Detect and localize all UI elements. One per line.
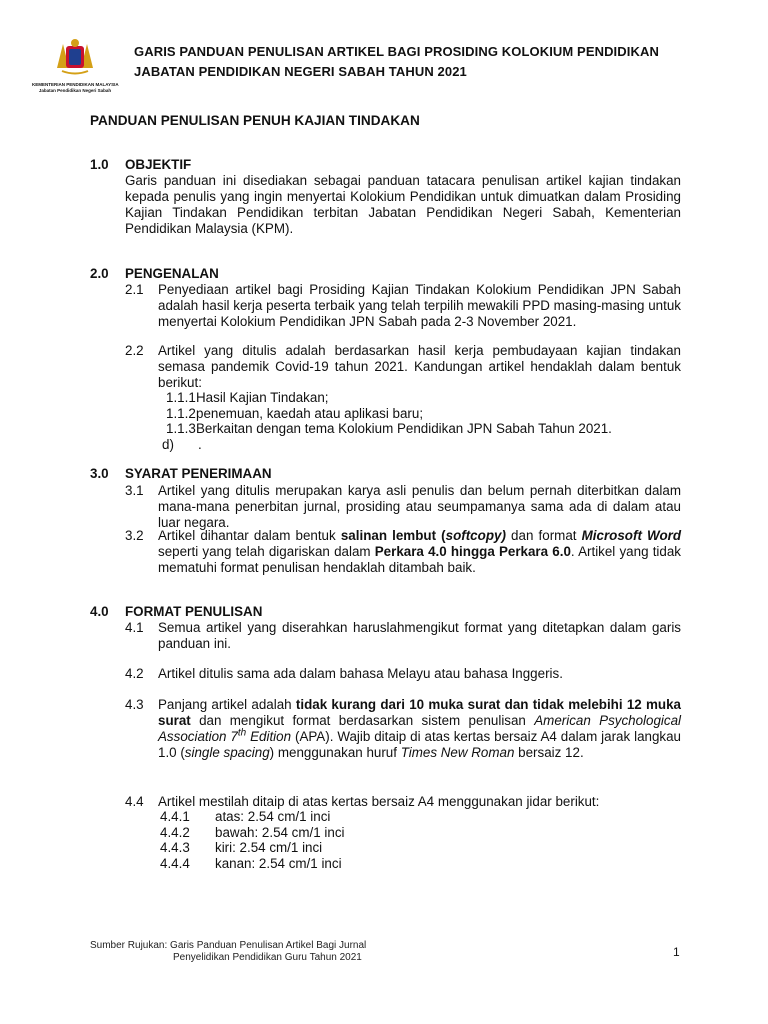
item-3-1-text: Artikel yang ditulis merupakan karya asli penulis dan belum pernah diterbitkan dalam mana-mana penerbitan jurnal, prosiding atau seumpamanya sama ada di dalam atau luar negara. (158, 483, 681, 530)
text-run: ) menggunakan huruf (269, 745, 401, 760)
list-item-d (162, 437, 202, 453)
list-item (166, 421, 612, 437)
list-item (166, 390, 329, 406)
text-run: (APA). Wajib ditaip di atas kertas bersaiz A4 dalam jarak langkau 1.0 ( (158, 729, 681, 760)
text-run: Panjang artikel adalah (158, 697, 296, 712)
list-item-number: 1.1.3 (166, 421, 196, 436)
item-3-1-number: 3.1 (125, 483, 144, 498)
section-1-paragraph: Garis panduan ini disediakan sebagai panduan tatacara penulisan artikel kajian tindakan kepada penulis yang ingin menyertai Kolokium Pendidikan untuk dimuatkan dalam Prosiding Kajian Tindakan Pendidikan terbitan Jabatan Pendidikan Negeri Sabah, Kementerian Pendidikan Malaysia (KPM). (125, 173, 681, 236)
section-4-number: 4.0 (90, 604, 109, 619)
bold-text: tidak kurang dari 10 muka surat dan tidak melebihi 12 muka surat (158, 697, 681, 728)
footer-source-line-2: Penyelidikan Pendidikan Guru Tahun 2021 (173, 952, 362, 963)
list-item-text: Hasil Kajian Tindakan; (196, 390, 329, 405)
section-2-heading: PENGENALAN (125, 266, 219, 281)
item-2-1-number: 2.1 (125, 282, 144, 297)
document-title: PANDUAN PENULISAN PENUH KAJIAN TINDAKAN (90, 113, 420, 128)
text-run: seperti yang telah digariskan dalam (158, 544, 375, 559)
section-1-number: 1.0 (90, 157, 109, 172)
italic-text: single spacing (184, 745, 270, 760)
section-3-number: 3.0 (90, 466, 109, 481)
list-item-text: . (198, 437, 202, 452)
list-item (160, 856, 342, 872)
section-1-heading: OBJEKTIF (125, 157, 192, 172)
footer-source-line-1: Sumber Rujukan: Garis Panduan Penulisan Artikel Bagi Jurnal (90, 940, 367, 951)
item-4-3-number: 4.3 (125, 697, 144, 712)
list-item-number: 1.1.2 (166, 406, 196, 421)
list-item-text: kanan: 2.54 cm/1 inci (215, 856, 342, 871)
item-3-2-number: 3.2 (125, 528, 144, 543)
item-4-4-number: 4.4 (125, 794, 144, 809)
list-item-text: kiri: 2.54 cm/1 inci (215, 840, 323, 855)
text-run: Artikel dihantar dalam bentuk (158, 528, 341, 543)
item-2-2-text: Artikel yang ditulis adalah berdasarkan hasil kerja pembudayaan kajian tindakan semasa pandemik Covid-19 tahun 2021. Kandungan artikel hendaklah dalam bentuk berikut: (158, 343, 681, 390)
list-item-label: d) (162, 437, 174, 452)
list-item-number: 4.4.4 (160, 856, 190, 871)
item-3-2-text (158, 528, 681, 576)
italic-text: American Psychological Association 7 (158, 713, 682, 744)
superscript-text: th (237, 727, 247, 739)
text-run: dan format (505, 528, 582, 543)
list-item-text: Berkaitan dengan tema Kolokium Pendidikan JPN Sabah Tahun 2021. (196, 421, 612, 436)
bold-italic-text: softcopy) (445, 528, 506, 543)
header-line-2: JABATAN PENDIDIKAN NEGERI SABAH TAHUN 2021 (134, 64, 467, 79)
bold-italic-text: Microsoft Word (581, 528, 682, 543)
text-run: dan mengikut format berdasarkan sistem penulisan (190, 713, 535, 728)
ministry-crest-logo (32, 38, 118, 92)
item-2-2-number: 2.2 (125, 343, 144, 358)
item-4-2-number: 4.2 (125, 666, 144, 681)
logo-caption-department: Jabatan Pendidikan Negeri Sabah (38, 88, 112, 93)
section-4-heading: FORMAT PENULISAN (125, 604, 263, 619)
italic-text: Edition (246, 729, 292, 744)
item-2-1-text: Penyediaan artikel bagi Prosiding Kajian Tindakan Kolokium Pendidikan JPN Sabah adalah hasil kerja peserta terbaik yang telah terpilih mewakili PPD masing-masing untuk menyertai Kolokium Pendidikan JPN Sabah pada 2-3 November 2021. (158, 282, 681, 329)
section-2-number: 2.0 (90, 266, 109, 281)
text-run: bersaiz 12. (514, 745, 584, 760)
item-4-1-text: Semua artikel yang diserahkan haruslahmengikut format yang ditetapkan dalam garis panduan ini. (158, 620, 681, 651)
header-line-1: GARIS PANDUAN PENULISAN ARTIKEL BAGI PROSIDING KOLOKIUM PENDIDIKAN (134, 44, 659, 59)
text-run: . Artikel yang tidak mematuhi format penulisan hendaklah ditambah baik. (158, 544, 681, 575)
page-number: 1 (673, 945, 680, 959)
item-4-4-text: Artikel mestilah ditaip di atas kertas bersaiz A4 menggunakan jidar berikut: (158, 794, 600, 809)
list-item-text: bawah: 2.54 cm/1 inci (215, 825, 345, 840)
list-item (160, 825, 345, 841)
list-item-number: 1.1.1 (166, 390, 196, 405)
bold-text: Perkara 4.0 hingga Perkara 6.0 (374, 544, 571, 559)
item-4-3-text (158, 697, 681, 761)
italic-text: Times New Roman (400, 745, 515, 760)
logo-caption-ministry: KEMENTERIAN PENDIDIKAN MALAYSIA (32, 82, 119, 87)
list-item (166, 406, 423, 422)
list-item-number: 4.4.2 (160, 825, 190, 840)
list-item-text: penemuan, kaedah atau aplikasi baru; (196, 406, 424, 421)
bold-text: salinan lembut ( (340, 528, 446, 543)
list-item-number: 4.4.1 (160, 809, 190, 824)
list-item (160, 809, 330, 825)
item-4-1-number: 4.1 (125, 620, 144, 635)
list-item (160, 840, 322, 856)
list-item-number: 4.4.3 (160, 840, 190, 855)
item-4-2-text: Artikel ditulis sama ada dalam bahasa Melayu atau bahasa Inggeris. (158, 666, 563, 681)
list-item-text: atas: 2.54 cm/1 inci (215, 809, 331, 824)
section-3-heading: SYARAT PENERIMAAN (125, 466, 272, 481)
crest-emblem (32, 38, 118, 78)
